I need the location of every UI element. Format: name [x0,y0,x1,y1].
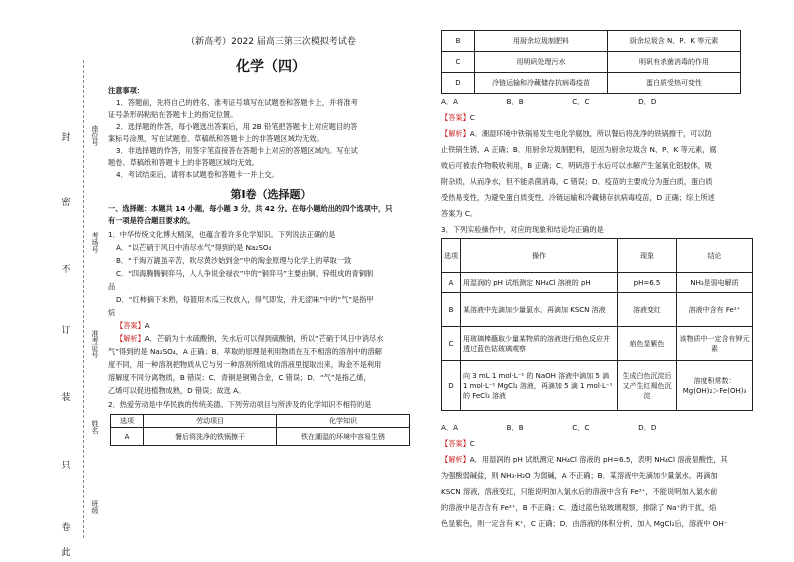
q2-header-cell: 劳动项目 [144,415,277,428]
q3-analysis-line: 色显紫色，则一定含有 K⁺，C 正确；D．由溶液的体积分析，加入 MgCl₂后，溶液中 OH⁻ [441,519,728,528]
q3-analysis-line: KSCN 溶液，溶液变红，只能说明加入氯水后的溶液中含有 Fe³⁺，不能说明加入氯水前 [441,487,718,496]
q3-header-cell: 选项 [442,239,461,273]
answer-label: 【答案】 [441,113,470,122]
table-row [442,273,753,293]
q1-analysis [116,333,416,344]
section-title: 第Ⅰ卷（选择题） [230,188,312,201]
q2-table-part2 [441,30,741,94]
q2-table-part1 [110,414,410,446]
q3-cell: 某溶液中先滴加少量氯水，再滴加 KSCN 溶液 [461,293,618,327]
table-row [111,428,410,446]
q2-cell: A [111,428,144,446]
q3-choice: A．A [441,423,459,432]
margin-char: 卷 [61,523,71,533]
q2-cell: B [442,31,475,52]
q1-analysis-line: 乙烯可以促进植物成熟，D 错误；故选 A。 [108,386,246,395]
q3-analysis [441,454,751,465]
q2-cell: C [442,52,475,73]
answer-label: 【答案】 [441,439,470,448]
q2-cell: 用明矾处理污水 [475,52,608,73]
q1-option: 烷 [108,308,116,317]
q3-choices [441,422,656,433]
q1-option: C．“四海腾腾铜弈马，人人争说金禄衣”中的“铜弈马”主要由铜、锌组成的青铜制 [116,269,374,278]
q1-analysis-line: 气”得到的是 Na₂SO₄，A 正确；B．萃取的原理是利用物质在互不相溶的溶剂中的溶解 [108,347,382,356]
q2-analysis-line: 止铁锅生锈，A 正确；B．用厨余垃圾制肥料，是因为厨余垃圾含 N、P、K 等元素，腐 [441,145,717,154]
q3-cell: 用湿润的 pH 试纸测定 NH₄Cl 溶液的 pH [461,273,618,293]
q3-header-cell: 现象 [618,239,677,273]
q2-cell: 餐后将洗净的铁锅擦干 [144,428,277,446]
analysis-line: A．芒硝为十水硫酸钠，失水后可以得到硫酸钠，所以“芒硝于风日中消尽水 [144,334,384,343]
answer-value: A [144,321,150,330]
q2-analysis-line: 受热易变性，为避免蛋白质变性，冷链运输和冷藏储存抗病毒疫苗，D 正确；综上所述 [441,193,715,202]
q3-cell: B [442,293,461,327]
q2-choice: A．A [441,97,459,106]
q2-cell: 铁在潮湿的环境中容易生锈 [277,428,410,446]
margin-char: 封 [61,133,71,143]
note-line: 2．选择题的作答，每小题选出答案后，用 2B 铅笔把答题卡上对应题目的答 [116,122,358,131]
analysis-label: 【解析】 [441,129,470,138]
q2-cell: 厨余垃圾含 N、P、K 等元素 [608,31,741,52]
q3-choice: B．B [506,423,524,432]
note-line: 3．非选择题的作答，用签字笔直接答在答题卡上对应的答题区域内。写在试 [116,146,358,155]
q1-option: A．“以芒硝于风日中消尽水气”得到的是 Na₂SO₄ [116,243,272,252]
q2-cell: 用厨余垃圾制肥料 [475,31,608,52]
q3-cell: 溶液变红 [618,293,677,327]
q2-cell: 蛋白质受热可变性 [608,73,741,94]
q1-answer [116,320,150,331]
margin-char: 装 [61,393,71,403]
exam-room-label: 考场号 [91,232,99,253]
q3-cell: 用玻璃棒蘸取少量某物质的溶液进行焰色反应并透过蓝色钴玻璃观察 [461,327,618,361]
margin-char: 只 [61,461,71,471]
q3-cell: 向 3 mL 1 mol·L⁻¹ 的 NaOH 溶液中滴加 5 滴 1 mol·L⁻¹ MgCl₂ 溶液，再滴加 5 滴 1 mol·L⁻¹ 的 FeCl₃ 溶液 [461,361,618,411]
q3-cell: NH₃是弱电解质 [677,273,753,293]
q3-header-cell: 操作 [461,239,618,273]
table-row [442,73,741,94]
table-row [442,293,753,327]
section-intro: 一、选择题：本题共 14 小题，每小题 3 分，共 42 分。在每小题给出的四个选项中，只 [108,204,393,213]
margin-char: 不 [61,265,71,275]
notes-heading: 注意事项： [108,86,144,95]
q3-analysis-line: 的溶液中是否含有 Fe²⁺，B 不正确；C．透过蓝色钴玻璃观察，排除了 Na⁺的干扰，焰 [441,503,717,512]
q3-choice: D．D [638,423,657,432]
note-line: 1．答题前，先将自己的姓名、准考证号填写在试题卷和答题卡上，并将准考 [116,98,358,107]
note-line: 证号条形码粘贴在答题卡上的指定位置。 [108,110,238,119]
q3-choice: C．C [572,423,590,432]
q3-header-cell: 结论 [677,239,753,273]
q3-table [441,238,753,411]
q2-choices [441,96,656,107]
q2-cell: 明矾有杀菌消毒的作用 [608,52,741,73]
q2-choice: C．C [572,97,590,106]
q3-cell: pH=6.5 [618,273,677,293]
q1-option: D．“红柿摘下未熟，每篮用木瓜三枚放入，得气即发，并无涩味”中的“气”是指甲 [116,295,374,304]
q3-cell: 焰色显紫色 [618,327,677,361]
q3-cell: A [442,273,461,293]
answer-label: 【答案】 [116,321,145,330]
q2-answer [441,112,475,123]
q2-analysis-line: 答案为 C。 [441,209,478,218]
analysis-label: 【解析】 [441,455,470,464]
q2-header-cell: 化学知识 [277,415,410,428]
table-row [442,327,753,361]
q1-option: B．“千淘万漉虽辛苦，吹尽黄沙始到金”中的淘金原理与化学上的萃取一致 [116,256,352,265]
margin-char: 密 [61,198,71,208]
q2-choice: D．D [638,97,657,106]
q2-analysis-line: 败后可被农作物吸收利用，B 正确；C．明矾溶于水后可以水解产生氢氧化铝胶体，吸 [441,161,712,170]
q2-cell: D [442,73,475,94]
margin-char: 订 [61,326,71,336]
q1-analysis-line: 度不同，用一种溶剂把物质从它与另一种溶剂所组成的溶液里提取出来，淘金不是利用 [108,360,382,369]
exam-subject: 化学（四） [236,59,306,75]
q1-stem: 1．中华传统文化博大精深，也蕴含着许多化学知识。下列说法正确的是 [108,230,336,239]
q3-cell: 生成白色沉淀后又产生红褐色沉淀 [618,361,677,411]
analysis-line: A．用湿润的 pH 试纸测定 NH₄Cl 溶液的 pH=6.5，表明 NH₄Cl 溶液显酸性，其 [469,455,728,464]
q3-answer [441,438,475,449]
answer-value: C [469,439,475,448]
answer-value: C [469,113,475,122]
table-row [442,31,741,52]
analysis-line: A．潮湿环境中铁锅易发生电化学腐蚀，所以餐后将洗净的铁锅擦干，可以防 [469,129,712,138]
q2-choice: B．B [506,97,524,106]
q2-analysis [441,128,751,139]
q3-cell: 溶度积常数：Mg(OH)₂＞Fe(OH)₃ [677,361,753,411]
q3-cell: 溶液中含有 Fe²⁺ [677,293,753,327]
q2-stem: 2．热爱劳动是中华民族的传统美德。下列劳动项目与所涉及的化学知识不相符的是 [108,400,372,409]
exam-title: （新高考）2022 届高三第三次模拟考试卷 [186,37,356,47]
ticket-number-label: 准考证号 [91,330,99,358]
q3-cell: 该物质中一定含有钾元素 [677,327,753,361]
name-label: 姓名 [91,420,99,434]
section-intro: 有一项是符合题目要求的。 [108,216,195,225]
table-row [442,52,741,73]
note-line: 4．考试结束后，请将本试题卷和答题卡一并上交。 [116,170,279,179]
q2-cell: 冷链运输和冷藏储存抗病毒疫苗 [475,73,608,94]
table-row [442,361,753,411]
q1-option: 品 [108,282,116,291]
analysis-label: 【解析】 [116,334,145,343]
note-line: 题卷、草稿纸和答题卡上的非答题区域均无效。 [108,158,259,167]
note-line: 案标号涂黑，写在试题卷、草稿纸和答题卡上的非答题区域均无效。 [108,134,324,143]
margin-char: 此 [61,548,71,558]
seat-number-label: 座位号 [91,125,99,146]
class-label: 班级 [91,500,99,514]
binding-line [83,60,84,538]
q3-cell: D [442,361,461,411]
q1-analysis-line: 溶解度不同分离物质，B 错误；C．青铜是铜锡合金，C 错误；D．“气”是指乙烯， [108,373,371,382]
q2-header-cell: 选项 [111,415,144,428]
q3-analysis-line: 为强酸弱碱盐，则 NH₃·H₂O 为弱碱，A 不正确；B．某溶液中先滴加少量氯水，再滴加 [441,471,718,480]
q3-cell: C [442,327,461,361]
q3-stem: 3．下列实验操作中，对应的现象和结论均正确的是 [441,225,604,234]
q2-analysis-line: 附杂质，从而净水，但不能杀菌消毒，C 错误；D．疫苗的主要成分为蛋白质，蛋白质 [441,177,713,186]
